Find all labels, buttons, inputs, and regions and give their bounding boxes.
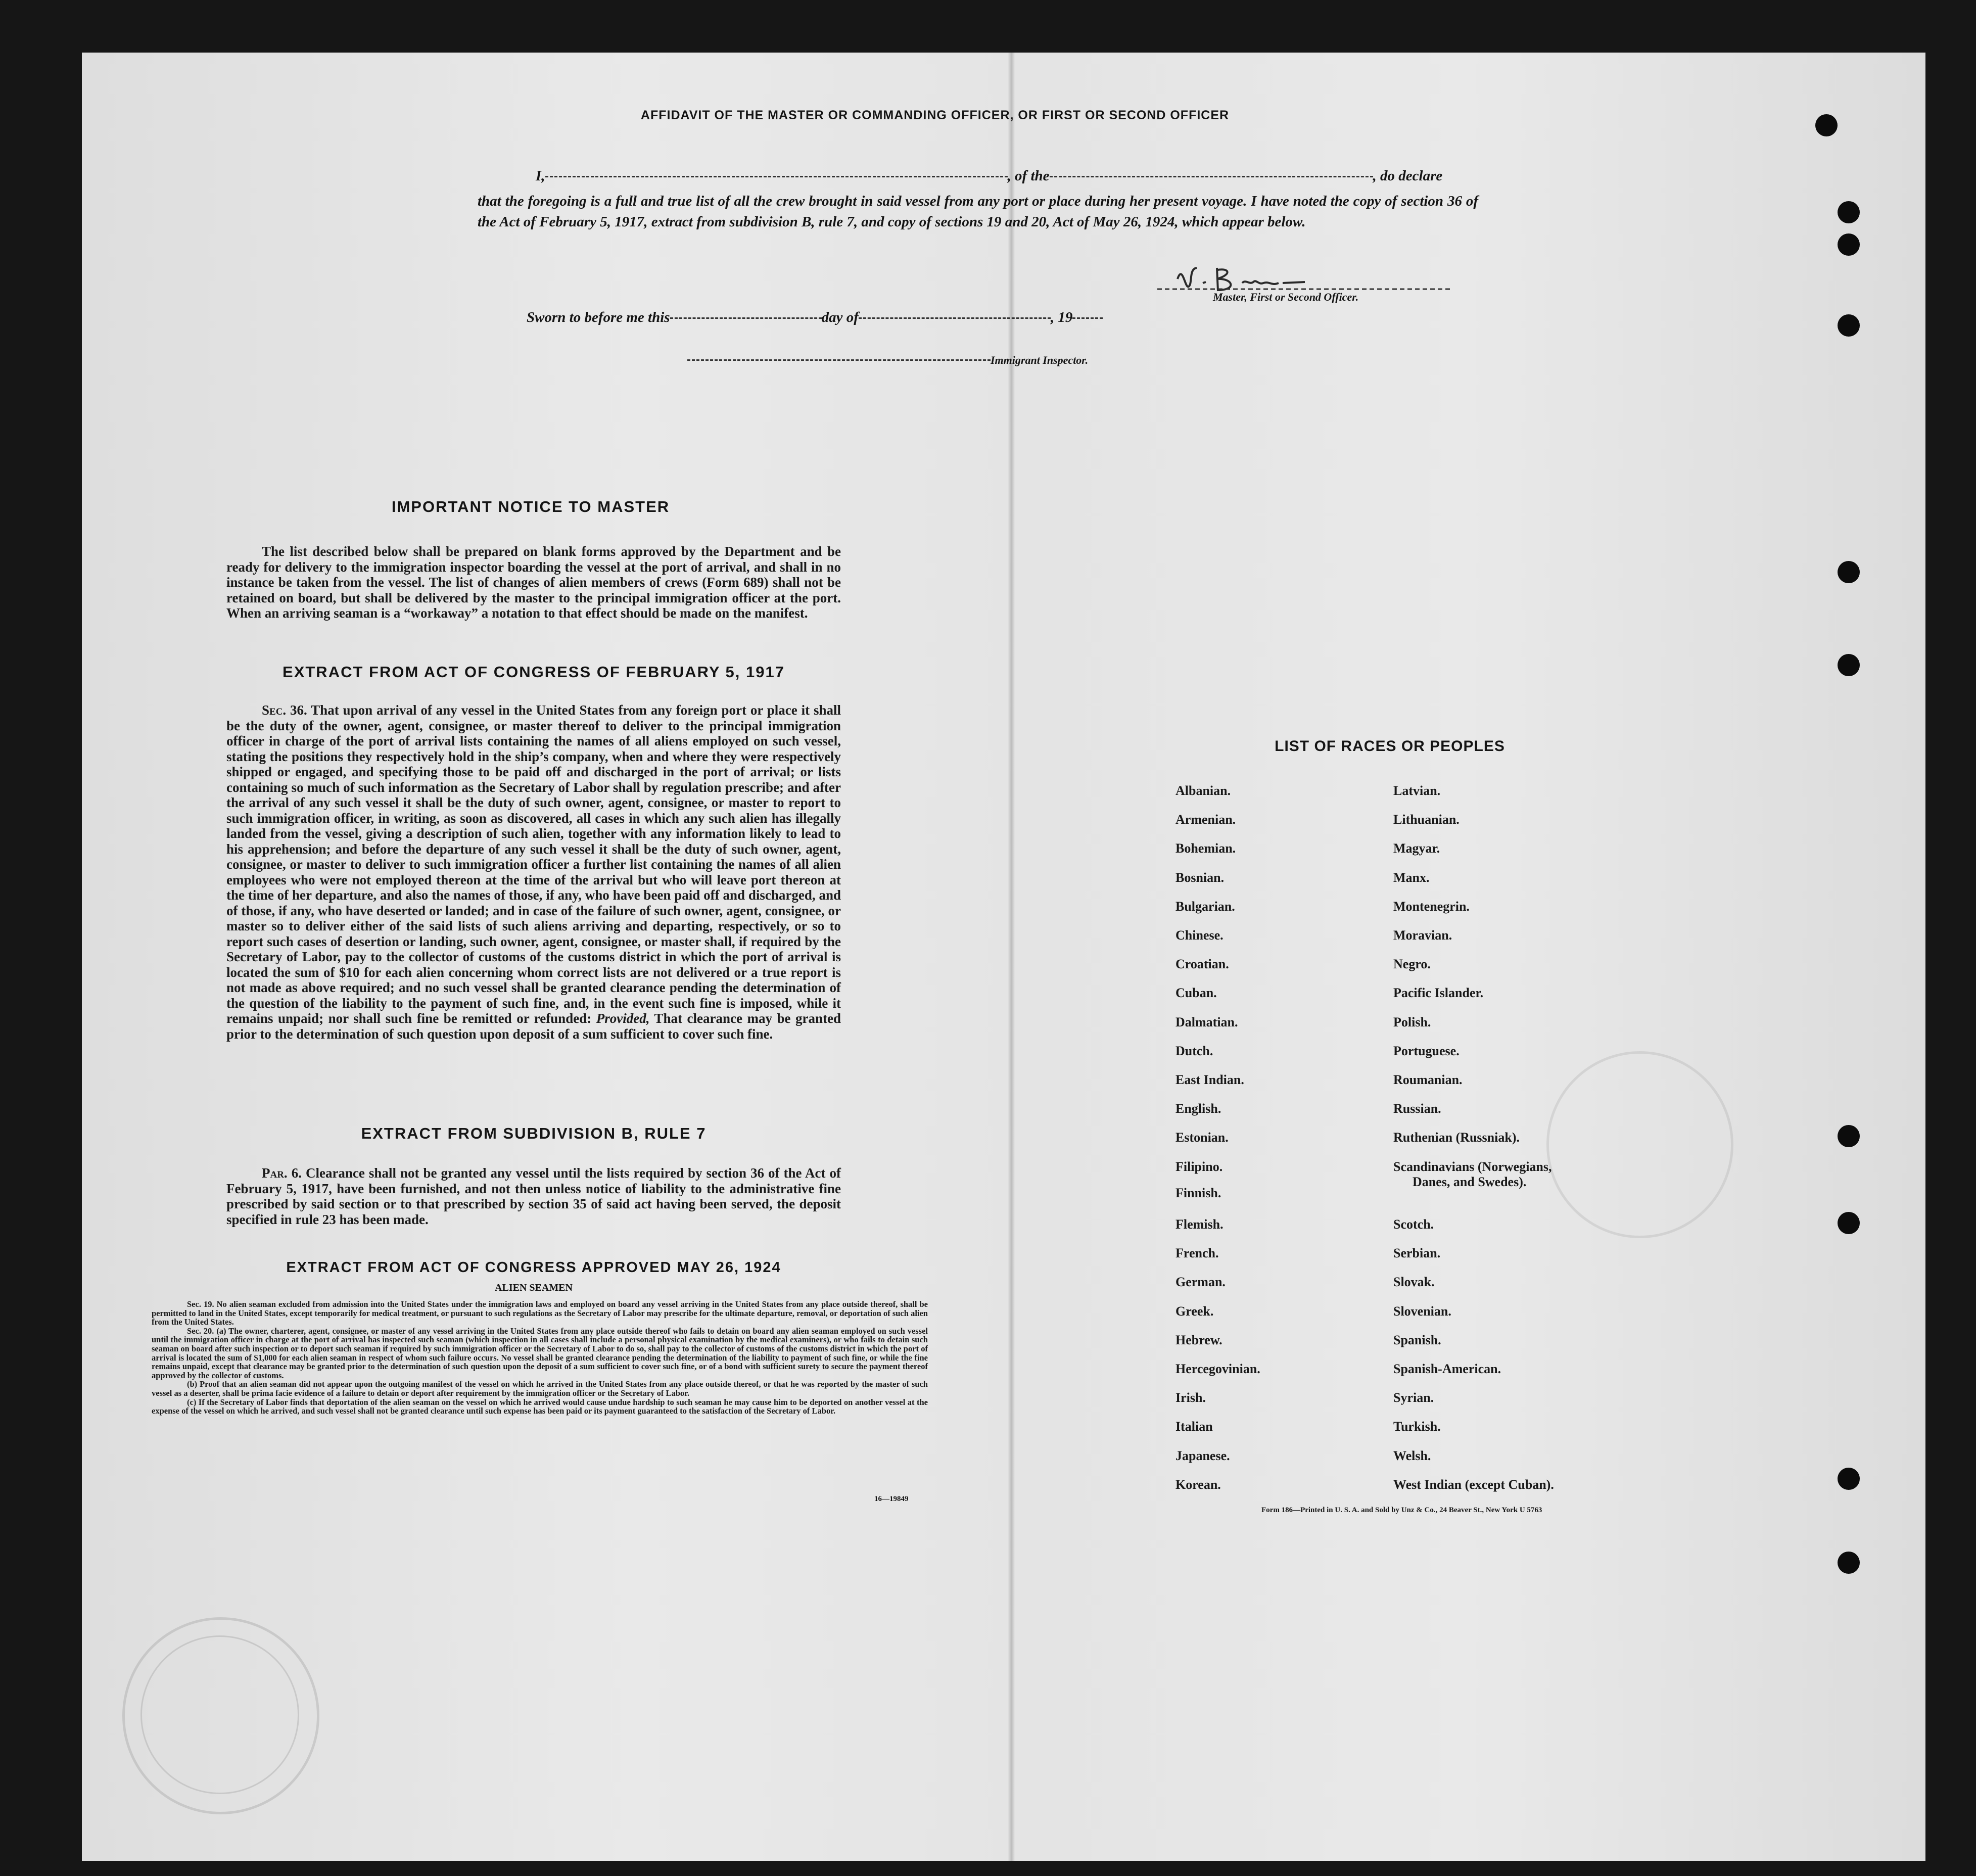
print-code: 16—19849 (874, 1495, 909, 1503)
sec-20a-text: (a) The owner, charterer, agent, consignee, or master of any vessel arriving in the United States from any place outside thereof who fails to detain on board any alien seaman employed on such vessel until the immigration officer in charge at the port of arrival has inspected such seaman (which inspection in all cases shall include a personal physical examination by the medical examiners), or who fails to detain such seaman on board after such inspection or to deport such seaman if required by such immigration officer or the Secretary of Labor to do so, shall pay to the collector of customs of the customs district in which the port of arrival is located the sum of $1,000 for each alien seaman in respect of whom such failure occurs. No vessel shall be granted clearance pending the determination of the liability to payment of such fine, or while the fine remains unpaid, except that clearance may be granted prior to the determination of such question upon the deposit of a sum sufficient to cover such fine, or of a bond with sufficient surety to secure the payment thereof approved by the collector of customs. (152, 1326, 928, 1380)
notice-title: IMPORTANT NOTICE TO MASTER (391, 498, 670, 515)
race-item: Polish. (1393, 1015, 1431, 1029)
race-item: Filipino. (1175, 1159, 1223, 1174)
declare-label: , do declare (1373, 168, 1443, 184)
year-label: , 19 (1050, 309, 1073, 325)
sworn-year-blank[interactable] (1072, 317, 1103, 319)
sworn-day-blank[interactable] (670, 317, 822, 319)
signature-caption: Master, First or Second Officer. (1213, 291, 1359, 303)
race-item: Scandinavians (Norwegians, (1393, 1159, 1552, 1174)
punch-hole (1838, 1125, 1860, 1147)
race-item: Welsh. (1393, 1448, 1431, 1463)
race-item: Greek. (1175, 1304, 1214, 1319)
race-item: Portuguese. (1393, 1044, 1460, 1058)
race-item: Hercegovinian. (1175, 1362, 1260, 1376)
act-1924-body (152, 1300, 928, 1416)
race-item: English. (1175, 1101, 1221, 1116)
sec-36-text: That upon arrival of any vessel in the United States from any foreign port or place it shall be the duty of the owner, agent, consignee, or master thereof to deliver to the principal immigration officer in charge of the port of arrival lists containing the names of all aliens employed on such vessel, stating the positions they respectively hold in the ship’s company, when and where they were respectively shipped or engaged, and specifying those to be paid off and discharged in the port of arrival; or lists containing so much of such information as the Secretary of Labor shall by regulation prescribe; and after the arrival of any such vessel it shall be the duty of such owner, agent, consignee, or master to report to such immigration officer, in writing, as soon as discovered, all cases in which any such alien has illegally landed from the vessel, giving a description of such alien, together with any information likely to lead to his apprehension; and before the departure of any such vessel it shall be the duty of such owner, agent, consignee, or master to deliver to such immigration officer a further list containing the names of all alien employees who were not employed thereon at the time of the arrival but who will leave port thereon at the time of her departure, and also the names of those, if any, who have been paid off and discharged, and of those, if any, who have deserted or landed; and in case of the failure of such owner, agent, consignee, or master so to deliver either of the said lists of such aliens arriving and departing, respectively, or so to report such cases of desertion or landing, such owner, agent, consignee, or master shall, if required by the Secretary of Labor, pay to the collector of customs of the customs district in which the port of arrival is located the sum of $10 for each alien concerning whom correct lists are not delivered or a true report is not made as above required; and no such vessel shall be granted clearance pending the determination of the question of the liability to the payment of such fine, and, in the event such fine is imposed, while it remains unpaid; nor shall such fine be remitted or refunded: (226, 702, 841, 1026)
race-item: Syrian. (1393, 1390, 1434, 1405)
race-item: Slovak. (1393, 1275, 1435, 1289)
race-item: French. (1175, 1246, 1219, 1260)
punch-hole (1838, 233, 1860, 256)
vessel-blank[interactable] (1050, 175, 1373, 177)
race-item: German. (1175, 1275, 1226, 1289)
sworn-line (527, 309, 1103, 326)
day-of-label: day of (821, 309, 859, 325)
sec-19-text: No alien seaman excluded from admission into the United States under the immigration laws and employed on board any vessel arriving in the United States from any place outside thereof, shall be permitted to land in the United States, except temporarily for medical treatment, or pursuant to such regulations as the Secretary of Labor may prescribe for the ultimate departure, removal, or deportation of such alien from the United States. (152, 1299, 928, 1327)
race-item: Dutch. (1175, 1044, 1213, 1058)
sworn-label: Sworn to before me this (527, 309, 670, 325)
punch-hole (1838, 654, 1860, 676)
race-item: Finnish. (1175, 1186, 1221, 1200)
sec-20b-text: (b) Proof that an alien seaman did not appear upon the outgoing manifest of the vessel on which he arrived in the United States from any place outside thereof, or that he was reported by the master of such vessel as a deserter, shall be prima facie evidence of a failure to detain or deport after requirement by the immigration officer or the Secretary of Labor. (152, 1379, 928, 1398)
punch-hole (1838, 201, 1860, 223)
race-item: Dalmatian. (1175, 1015, 1238, 1029)
race-item: West Indian (except Cuban). (1393, 1477, 1554, 1492)
sworn-month-blank[interactable] (859, 317, 1051, 319)
punch-hole (1838, 561, 1860, 583)
race-item: Japanese. (1175, 1448, 1230, 1463)
act-1917-title: EXTRACT FROM ACT OF CONGRESS OF FEBRUARY 5, 1917 (283, 663, 785, 681)
inspector-blank[interactable] (687, 359, 991, 361)
provided-label: Provided, (596, 1011, 650, 1026)
i-label: I, (536, 168, 545, 184)
race-item: Flemish. (1175, 1217, 1224, 1232)
race-item: Serbian. (1393, 1246, 1441, 1260)
inspector-line (687, 354, 1088, 367)
act-1924-title: EXTRACT FROM ACT OF CONGRESS APPROVED MAY 26, 1924 (286, 1259, 781, 1276)
provided-text: That clearance may be granted prior to the determination of such question upon deposit of a sum sufficient to cover such fine. (226, 1011, 841, 1042)
race-item: Bosnian. (1175, 870, 1225, 885)
punch-hole (1815, 114, 1838, 136)
inspector-caption: Immigrant Inspector. (991, 354, 1089, 366)
race-item: Cuban. (1175, 986, 1217, 1000)
of-the-label: , of the (1007, 168, 1050, 184)
race-item: Ruthenian (Russniak). (1393, 1130, 1520, 1145)
race-item: Hebrew. (1175, 1333, 1222, 1347)
form-footer: Form 186—Printed in U. S. A. and Sold by Unz & Co., 24 Beaver St., New York U 5763 (1261, 1506, 1542, 1514)
punch-hole (1838, 1468, 1860, 1490)
race-item: Estonian. (1175, 1130, 1229, 1145)
race-item: Roumanian. (1393, 1072, 1463, 1087)
race-item: Spanish. (1393, 1333, 1441, 1347)
race-item: Magyar. (1393, 841, 1440, 856)
notice-text: The list described below shall be prepared on blank forms approved by the Department and be ready for delivery to the immigration inspector boarding the vessel at the port of arrival, and shall in no instance be taken from the vessel. The list of changes of alien members of crews (Form 689) shall not be retained on board, but shall be delivered by the master to the principal immigration officer at the port. When an arriving seaman is a “workaway” a notation to that effect should be made on the manifest. (226, 544, 841, 621)
race-item: Montenegrin. (1393, 899, 1470, 914)
race-item: East Indian. (1175, 1072, 1244, 1087)
act-1917-section (226, 702, 841, 1042)
alien-seamen-subtitle: ALIEN SEAMEN (495, 1282, 573, 1293)
race-item: Moravian. (1393, 928, 1452, 943)
race-item: Croatian. (1175, 957, 1229, 971)
race-item: Chinese. (1175, 928, 1224, 943)
race-item: Pacific Islander. (1393, 986, 1484, 1000)
sec-20c-text: (c) If the Secretary of Labor finds that deportation of the alien seaman on the vessel on which he arrived would cause undue hardship to such seaman he may cause him to be deported on another vessel at the expense of the vessel on which he arrived, and such vessel shall not be granted clearance until such expense has been paid or its payment guaranteed to the satisfaction of the Secretary of Labor. (152, 1397, 928, 1416)
sec-20-label: Sec. 20. (187, 1326, 214, 1336)
rule-7-section (226, 1165, 841, 1227)
par-6-label: Par. 6. (262, 1165, 302, 1181)
race-item: Armenian. (1175, 812, 1236, 827)
embossed-seal-inner (140, 1635, 299, 1794)
race-item: Slovenian. (1393, 1304, 1451, 1319)
race-item: Manx. (1393, 870, 1430, 885)
rule-7-title: EXTRACT FROM SUBDIVISION B, RULE 7 (361, 1124, 707, 1142)
race-item: Albanian. (1175, 783, 1231, 798)
race-item: Korean. (1175, 1477, 1221, 1492)
races-title: LIST OF RACES OR PEOPLES (1275, 738, 1505, 755)
faint-stamp (1546, 1051, 1733, 1238)
affidavit-title: AFFIDAVIT OF THE MASTER OR COMMANDING OFFICER, OR FIRST OR SECOND OFFICER (640, 108, 1230, 122)
name-blank[interactable] (545, 175, 1008, 177)
race-item: Scotch. (1393, 1217, 1434, 1232)
par-6-text: Clearance shall not be granted any vessel until the lists required by section 36 of the Act of February 5, 1917, have been furnished, and not then unless notice of liability to the administrative fine prescribed by said section or to that prescribed by section 35 of said act having been served, the deposit specified in rule 23 has been made. (226, 1165, 841, 1227)
sec-19-paragraph (152, 1300, 928, 1327)
race-item: Spanish-American. (1393, 1362, 1501, 1376)
race-item: Italian (1175, 1419, 1213, 1434)
sec-36-label: Sec. 36. (262, 702, 307, 718)
race-item: Latvian. (1393, 783, 1441, 798)
affidavit-declaration-line (536, 168, 1442, 184)
race-item: Negro. (1393, 957, 1431, 971)
sec-20a-paragraph (152, 1327, 928, 1380)
race-item: Turkish. (1393, 1419, 1441, 1434)
punch-hole (1838, 314, 1860, 337)
affidavit-statement: that the foregoing is a full and true list of all the crew brought in said vessel from any port or place during her present voyage. I have noted the copy of section 36 of the Act of February 5, 1917, extract from subdivision B, rule 7, and copy of sections 19 and 20, Act of May 26, 1924, which appear below. (478, 193, 1478, 230)
race-item: Russian. (1393, 1101, 1441, 1116)
punch-hole (1838, 1212, 1860, 1234)
race-item: Bohemian. (1175, 841, 1236, 856)
race-item: Danes, and Swedes). (1413, 1175, 1527, 1189)
race-item: Lithuanian. (1393, 812, 1460, 827)
sec-19-label: Sec. 19. (187, 1299, 214, 1309)
race-item: Irish. (1175, 1390, 1206, 1405)
punch-hole (1838, 1552, 1860, 1574)
race-item: Bulgarian. (1175, 899, 1235, 914)
